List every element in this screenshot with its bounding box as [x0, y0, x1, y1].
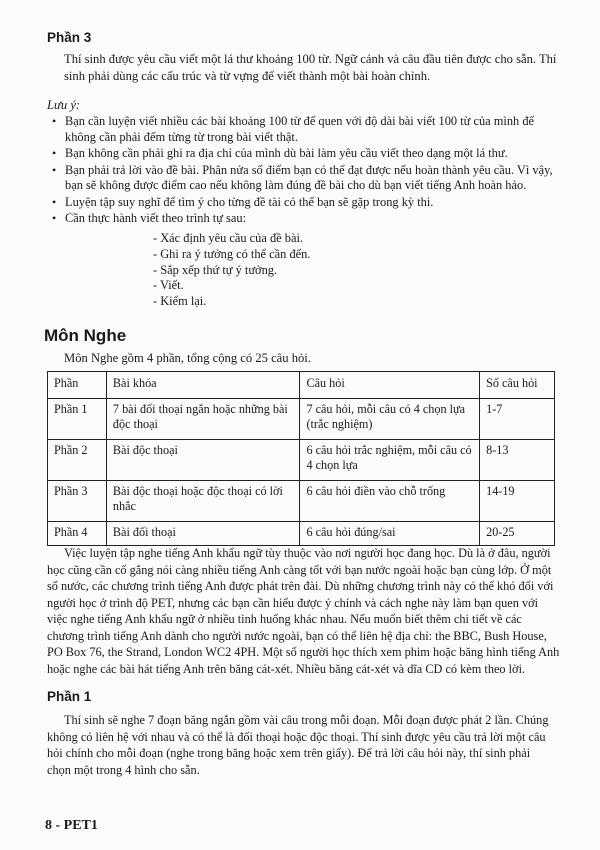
- header-cell: Phần: [48, 372, 107, 399]
- note-item: • Luyện tập suy nghĩ để tìm ý cho từng đề tài có thể bạn sẽ gặp trong kỳ thi.: [50, 195, 562, 211]
- step-item: - Viết.: [153, 278, 184, 293]
- table-cell: Phần 1: [48, 399, 107, 440]
- steps-list: [153, 231, 310, 310]
- table-cell: 1-7: [480, 399, 555, 440]
- table-row: [48, 399, 555, 440]
- paragraph-line: chương trình tiếng Anh dành cho người nước ngoài, bạn có thể liên hệ địa chỉ: the BBC, Bush House,: [47, 628, 547, 643]
- header-cell: Câu hỏi: [300, 372, 480, 399]
- table-cell: 6 câu hỏi điền vào chỗ trống: [300, 481, 480, 522]
- table-cell: 7 câu hỏi, mỗi câu có 4 chọn lựa (trắc nghiệm): [300, 399, 480, 440]
- paragraph-line: hỏi chính cho mỗi đoạn (nghe trong băng hoặc xem trên giấy). Để trả lời câu hỏi này, thí sinh phải: [47, 746, 531, 760]
- step-item: - Xác định yêu cầu của đề bài.: [153, 231, 303, 245]
- paragraph-line: Việc luyện tập nghe tiếng Anh khẩu ngữ tùy thuộc vào nơi người học đang học. Dù là ở đâu, người: [64, 546, 551, 560]
- table-cell: 6 câu hỏi đúng/sai: [300, 522, 480, 546]
- table-row: [48, 522, 555, 546]
- step-item: - Kiểm lại.: [153, 294, 207, 309]
- paragraph-line: việc nghe tiếng Anh khẩu ngữ ở nhiều tình huống khác nhau. Nếu muốn biết thêm chi tiết về các: [47, 612, 522, 626]
- listening-paragraph: [47, 545, 559, 677]
- part3-intro: [64, 51, 557, 84]
- table-cell: 14-19: [480, 481, 555, 522]
- note-item: • Cần thực hành viết theo trình tự sau:: [50, 211, 562, 227]
- paragraph-line: hoặc nghe các bài hát tiếng Anh trên băng cát-xét. Nhiều băng cát-xét và dĩa CD có kèm theo lời.: [47, 661, 526, 676]
- table-cell: Bài độc thoại hoặc độc thoại có lời nhắc: [106, 481, 300, 522]
- note-item: • Bạn cần luyện viết nhiều các bài khoảng 100 từ để quen với độ dài bài viết 100 từ của mình để không cần phải đếm từng từ trong bài viết thật.: [50, 114, 562, 145]
- table-cell: 6 câu hỏi trắc nghiệm, mỗi câu có 4 chọn lựa: [300, 440, 480, 481]
- paragraph-line: học cũng cần cố gắng nói càng nhiều tiếng Anh càng tốt với bạn nước ngoài hoặc bạn cùng lớp. Ở một: [47, 562, 552, 577]
- part1-paragraph: [47, 712, 559, 778]
- table-cell: Phần 2: [48, 440, 107, 481]
- note-label: Lưu ý:: [47, 98, 81, 112]
- paragraph-line: người học ở trình độ PET, nhưng các bạn cần hiểu được ý chính và cách nghe này làm bạn quen với: [47, 595, 539, 610]
- paragraph-line: không có liên hệ với nhau và có thể là đối thoại hoặc độc thoại. Thí sinh được yêu cầu trả lời một câu: [47, 729, 546, 744]
- table-cell: Phần 3: [48, 481, 107, 522]
- notes-list: [50, 114, 562, 227]
- part3-intro-line: Thí sinh được yêu cầu viết một lá thư khoảng 100 từ. Ngữ cảnh và câu đầu tiên được cho sẵn. Thí: [64, 52, 557, 66]
- note-item: • Bạn phải trả lời vào đề bài. Phân nửa số điểm bạn có thể đạt được nếu hoàn thành yêu cầu. Vì vậy, bạn sẽ không được điểm cao nếu không làm đúng đề bài cho dù bạn viết tiếng Anh hoàn hảo.: [50, 163, 562, 194]
- header-cell: Số câu hỏi: [480, 372, 555, 399]
- paragraph-line: Thí sinh sẽ nghe 7 đoạn băng ngắn gồm vài câu trong mỗi đoạn. Mỗi đoạn được phát 2 lần. Chúng: [64, 713, 549, 727]
- table-cell: Bài đối thoại: [106, 522, 300, 546]
- header-cell: Bài khóa: [106, 372, 300, 399]
- table-cell: Phần 4: [48, 522, 107, 546]
- table-cell: 8-13: [480, 440, 555, 481]
- note-item: • Bạn không cần phải ghi ra địa chỉ của mình dù bài làm yêu cầu viết theo dạng một lá thư.: [50, 146, 562, 162]
- paragraph-line: số nước, các chương trình tiếng Anh được phát trên đài. Dù những chương trình này có thể khó đối với: [47, 579, 554, 593]
- step-item: - Ghi ra ý tưởng có thể cần đến.: [153, 246, 311, 261]
- paragraph-line: chọn một trong 4 hình cho sẵn.: [47, 762, 200, 777]
- part1-heading: Phần 1: [47, 689, 92, 704]
- table-cell: 20-25: [480, 522, 555, 546]
- listening-intro: Môn Nghe gồm 4 phần, tổng cộng có 25 câu hỏi.: [64, 351, 311, 365]
- table-header-row: [48, 372, 555, 399]
- table-cell: 7 bài đối thoại ngắn hoặc những bài độc thoại: [106, 399, 300, 440]
- paragraph-line: PO Box 76, the Strand, London WC2 4PH. Một số người học thích xem phim hoặc băng hình tiếng Anh: [47, 645, 560, 659]
- listening-table: [47, 371, 555, 546]
- table-cell: Bài độc thoại: [106, 440, 300, 481]
- step-item: - Sắp xếp thứ tự ý tưởng.: [153, 262, 278, 277]
- part3-heading: Phần 3: [47, 30, 92, 45]
- part3-intro-line: sinh phải dùng các cấu trúc và từ vựng để viết thành một bài hoàn chỉnh.: [64, 68, 431, 83]
- table-row: [48, 481, 555, 522]
- page-number: 8 - PET1: [45, 818, 98, 833]
- listening-heading: Môn Nghe: [44, 326, 127, 345]
- table-row: [48, 440, 555, 481]
